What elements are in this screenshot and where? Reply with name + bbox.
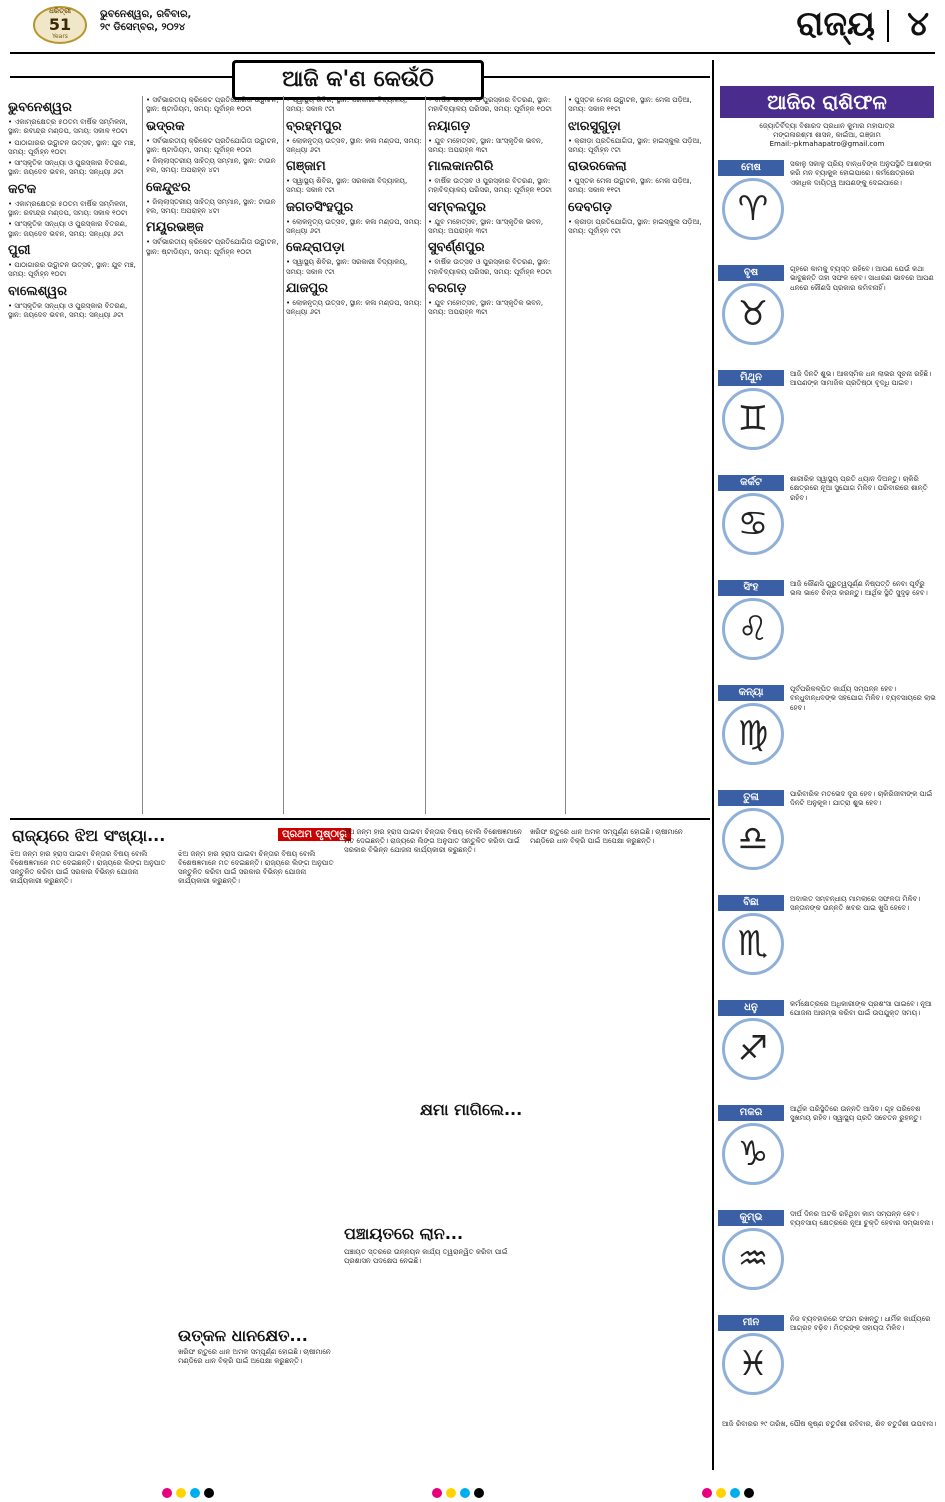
astrologer-address: ମଙ୍ଗଳାରଶ୍ମୀ ଶାସନ, କାଇଁଆ, ଗଞ୍ଜାମ	[773, 131, 881, 139]
event-item: • ଜିଲ୍ଲାସ୍ତରୀୟ ସାହିତ୍ୟ ସମ୍ମାନ, ସ୍ଥାନ: ଟାଉନ ହଲ, ସମୟ: ଅପରାହ୍ନ ୪ଟା	[146, 197, 276, 216]
event-item: • ବାର୍ଷିକ ଉତ୍ସବ ଓ ପୁରସ୍କାର ବିତରଣ, ସ୍ଥାନ: ମହାବିଦ୍ୟାଳୟ ପରିସର, ସମୟ: ପୂର୍ବାହ୍ନ ୧୦ଟା	[428, 96, 552, 114]
mid-article-body: ଖରିଫ ଋତୁରେ ଧାନ ଅମଳ ସମ୍ପୂର୍ଣ୍ଣ ହୋଇଛି। ଚାଷୀମାନେ ମଣ୍ଡିରେ ଧାନ ବିକ୍ରି ପାଇଁ ଅପେକ୍ଷା କରୁଛନ୍ତି।	[178, 1348, 331, 1365]
right-article-title-1: କ୍ଷମା ମାଗିଲେ...	[420, 1100, 523, 1119]
anniversary-number: 51	[48, 15, 72, 34]
zodiac-forecast: ଆର୍ଥିକ ପରିସ୍ଥିତିରେ ଉନ୍ନତି ଆସିବ। ଗୃହ ପରିବେଶ ସୁଖମୟ ରହିବ। ସ୍ୱାସ୍ଥ୍ୟ ପ୍ରତି ସଚେତନ ରୁହନ୍ତୁ।	[790, 1105, 922, 1123]
zodiac-symbol-icon: ♍	[722, 703, 784, 765]
registration-dots	[700, 1483, 756, 1502]
event-item: • ଜିଲ୍ଲାସ୍ତରୀୟ ସାହିତ୍ୟ ସମ୍ମାନ, ସ୍ଥାନ: ଟାଉନ ହଲ, ସମୟ: ଅପରାହ୍ନ ୪ଟା	[146, 157, 276, 175]
event-item: • ପାଠାଗାରର ଉଦ୍ଘାଟନ ଉତ୍ସବ, ସ୍ଥାନ: ଯୁବ ମଞ୍ଚ, ସମୟ: ପୂର୍ବାହ୍ନ ୧୦ଟା	[8, 138, 136, 156]
event-item: • ସ୍ୱାସ୍ଥ୍ୟ ଶିବିର, ସ୍ଥାନ: ସରକାରୀ ବିଦ୍ୟାଳୟ, ସମୟ: ସକାଳ ୯ଟା	[286, 177, 408, 195]
dateline-date: ୨୯ ଡିସେମ୍ବର, ୨୦୨୪	[100, 22, 186, 33]
zodiac-symbol-icon: ♈	[722, 178, 784, 240]
continued-tag: ପ୍ରଥମ ପୃଷ୍ଠାରୁ	[278, 828, 351, 841]
event-item: • ସାଂସ୍କୃତିକ ସନ୍ଧ୍ୟା ଓ ପୁରସ୍କାର ବିତରଣ, ସ୍ଥାନ: ଜୟଦେବ ଭବନ, ସମୟ: ସନ୍ଧ୍ୟା ୬ଟା	[8, 301, 128, 319]
event-item: • ଲୋକନୃତ୍ୟ ଉତ୍ସବ, ସ୍ଥାନ: କଳା ମଣ୍ଡପ, ସମୟ: ସନ୍ଧ୍ୟା ୬ଟା	[286, 136, 422, 154]
zodiac-sign-name: ତୁଳା	[718, 790, 784, 806]
rashifal-divider	[712, 60, 714, 1470]
events-column-4	[428, 96, 562, 814]
right-column-body: ଖରିଫ ଋତୁରେ ଧାନ ଅମଳ ସମ୍ପୂର୍ଣ୍ଣ ହୋଇଛି। ଚାଷୀମାନେ ମଣ୍ଡିରେ ଧାନ ବିକ୍ରି ପାଇଁ ଅପେକ୍ଷା କରୁଛନ୍ତି।	[530, 828, 683, 845]
zodiac-sign-name: ମିଥୁନ	[718, 370, 784, 386]
right-article-body: ପଞ୍ଚାୟତ ସ୍ତରରେ ଉନ୍ନୟନ କାର୍ଯ୍ୟ ତ୍ୱରାନ୍ୱିତ କରିବା ପାଇଁ ପ୍ରଶାସନ ପଦକ୍ଷେପ ନେଇଛି।	[344, 1248, 508, 1265]
section-heading: ଭଦ୍ରକ	[146, 118, 185, 134]
event-item: • ଯୁବ ମହୋତ୍ସବ, ସ୍ଥାନ: ସାଂସ୍କୃତିକ ଭବନ, ସମୟ: ଅପରାହ୍ନ ୩ଟା	[428, 136, 544, 154]
mid-article-title: ଉତ୍କଳ ଧାନକ୍ଷେତ...	[178, 1326, 308, 1345]
zodiac-forecast: ଶାରୀରିକ ସ୍ୱାସ୍ଥ୍ୟ ପ୍ରତି ଧ୍ୟାନ ଦିଅନ୍ତୁ। ଚାକିରି କ୍ଷେତ୍ରରେ ନୂଆ ସୁଯୋଗ ମିଳିବ। ପରିବାରରେ ଶାନ୍ତି ରହିବ।	[790, 475, 928, 502]
articles-rule	[10, 818, 710, 820]
zodiac-symbol-icon: ♒	[722, 1228, 784, 1290]
events-title: ଆଜି କ'ଣ କେଉଁଠି	[232, 60, 484, 100]
zodiac-symbol-icon: ♏	[722, 913, 784, 975]
zodiac-forecast: ଆଜି ଦିନଟି ଶୁଭ। ଆକସ୍ମିକ ଧନ ଲାଭର ସୂଚନା ରହିଛି। ଆପଣଙ୍କ ସାମାଜିକ ପ୍ରତିଷ୍ଠା ବୃଦ୍ଧି ପାଇବ।	[790, 370, 932, 388]
rashifal-byline	[720, 122, 934, 149]
anniversary-logo	[30, 5, 90, 45]
event-item: • ସାଂସ୍କୃତିକ ସନ୍ଧ୍ୟା ଓ ପୁରସ୍କାର ବିତରଣ, ସ୍ଥାନ: ଜୟଦେବ ଭବନ, ସମୟ: ସନ୍ଧ୍ୟା ୬ଟା	[8, 220, 128, 238]
section-heading: ମାଲକାନଗିରି	[428, 159, 494, 175]
event-item: • ସର୍ବଭାରତୀୟ କ୍ରିକେଟ ପ୍ରତିଯୋଗିତା ଉଦ୍ଘାଟନ, ସ୍ଥାନ: ଷ୍ଟାଡିୟମ, ସମୟ: ପୂର୍ବାହ୍ନ ୧୦ଟା	[146, 136, 279, 154]
event-item: • ଲୋକନୃତ୍ୟ ଉତ୍ସବ, ସ୍ଥାନ: କଳା ମଣ୍ଡପ, ସମୟ: ସନ୍ଧ୍ୟା ୬ଟା	[286, 217, 422, 236]
event-item: • ପାଠାଗାରର ଉଦ୍ଘାଟନ ଉତ୍ସବ, ସ୍ଥାନ: ଯୁବ ମଞ୍ଚ, ସମୟ: ପୂର୍ବାହ୍ନ ୧୦ଟା	[8, 260, 136, 279]
section-heading: କେନ୍ଦୁଝର	[146, 179, 191, 195]
column-divider	[425, 96, 426, 814]
zodiac-sign-name: କନ୍ୟା	[718, 685, 784, 701]
left-article-title: ରାଜ୍ୟରେ ଝିଅ ସଂଖ୍ୟା...	[12, 826, 166, 845]
zodiac-sign-name: ମୀନ	[718, 1315, 784, 1331]
zodiac-forecast: ସକାଳୁ ସକାଳୁ ପ୍ରିୟ ବାନ୍ଧବିଙ୍କ ଅନୁପସ୍ଥିତି ଆଶଙ୍କା କରି ମନ ବ୍ୟାକୁଳ ହୋଇପାରେ। କର୍ମକ୍ଷେତ୍ରରେ ଏକାଧିକ ଦାୟିତ୍ୱ ଆପଣଙ୍କୁ ଦେଇପାରେ।	[790, 160, 932, 187]
dateline	[100, 8, 191, 34]
event-item: • ସର୍ବଭାରତୀୟ କ୍ରିକେଟ ପ୍ରତିଯୋଗିତା ଉଦ୍ଘାଟନ, ସ୍ଥାନ: ଷ୍ଟାଡିୟମ, ସମୟ: ପୂର୍ବାହ୍ନ ୧୦ଟା	[146, 96, 279, 114]
zodiac-sign-name: ସିଂହ	[718, 580, 784, 596]
zodiac-sign-name: କୁମ୍ଭ	[718, 1210, 784, 1226]
section-heading: ରାଉରକେଲା	[568, 159, 627, 175]
anniversary-bottom-text: Years	[52, 33, 68, 40]
section-heading: ପୁରୀ	[8, 242, 31, 258]
zodiac-symbol-icon: ♓	[722, 1333, 784, 1395]
zodiac-symbol-icon: ♌	[722, 598, 784, 660]
zodiac-symbol-icon: ♋	[722, 493, 784, 555]
events-column-2	[146, 96, 280, 814]
event-item: • ପୁସ୍ତକ ମେଳା ଉଦ୍ଘାଟନ, ସ୍ଥାନ: ମେଳା ପଡ଼ିଆ, ସମୟ: ସକାଳ ୧୧ଟା	[568, 177, 692, 195]
zodiac-symbol-icon: ♎	[722, 808, 784, 870]
left-article-body-2: ଝିଅ ଜନ୍ମ ହାର ହ୍ରାସ ପାଇବା ଚିନ୍ତାର ବିଷୟ ବୋଲି ବିଶେଷଜ୍ଞମାନେ ମତ ଦେଇଛନ୍ତି। ରାଜ୍ୟରେ ଲିଙ୍ଗ ଅନୁପାତ ସନ୍ତୁଳିତ କରିବା ପାଇଁ ସରକାର ବିଭିନ୍ନ ଯୋଜନା କାର୍ଯ୍ୟକାରୀ କରୁଛନ୍ତି।	[178, 850, 334, 885]
zodiac-sign-name: ବିଛା	[718, 895, 784, 911]
zodiac-symbol-icon: ♉	[722, 283, 784, 345]
zodiac-sign-name: ଧନୁ	[718, 1000, 784, 1016]
zodiac-forecast: ପୂର୍ବପରିକଳ୍ପିତ କାର୍ଯ୍ୟ ସମ୍ପନ୍ନ ହେବ। ବନ୍ଧୁବାନ୍ଧବଙ୍କ ସହଯୋଗ ମିଳିବ। ବ୍ୟବସାୟରେ ଲାଭ ହେବ।	[790, 685, 936, 712]
title-divider	[887, 10, 889, 42]
events-column-3	[286, 96, 422, 814]
section-heading: କେନ୍ଦ୍ରାପଡ଼ା	[286, 240, 345, 256]
column-divider	[283, 96, 284, 814]
zodiac-forecast: ଦୀର୍ଘ ଦିନର ଅଟକି ରହିଥିବା କାମ ସମ୍ପନ୍ନ ହେବ। ବ୍ୟବସାୟ କ୍ଷେତ୍ରରେ ନୂଆ ଚୁକ୍ତି ହେବାର ସମ୍ଭାବନା।	[790, 1210, 934, 1228]
section-heading: ବ୍ରହ୍ମପୁର	[286, 118, 342, 134]
event-item: • ଏକାମ୍ରକ୍ଷେତ୍ର ୫୦ତମ ବାର୍ଷିକ ସମ୍ମିଳନୀ, ସ୍ଥାନ: ରବୀନ୍ଦ୍ର ମଣ୍ଡପ, ସମୟ: ସକାଳ ୧୦ଟା	[8, 199, 128, 218]
column-divider	[565, 96, 566, 814]
zodiac-symbol-icon: ♊	[722, 388, 784, 450]
print-registration-strip	[0, 1480, 945, 1498]
zodiac-forecast: ନିଜ ବ୍ୟବହାରରେ ସଂଯମ ରଖନ୍ତୁ। ଧାର୍ମିକ କାର୍ଯ୍ୟରେ ଆଗ୍ରହ ବଢ଼ିବ। ମିତ୍ରଙ୍କ ସହାୟତା ମିଳିବ।	[790, 1315, 931, 1333]
zodiac-forecast: କର୍ମକ୍ଷେତ୍ରରେ ଅଧିକାରୀଙ୍କ ପ୍ରଶଂସା ପାଇବେ। ନୂଆ ଯୋଜନା ଆରମ୍ଭ କରିବା ପାଇଁ ଉପଯୁକ୍ତ ସମୟ।	[790, 1000, 932, 1018]
event-item: • ଲୋକନୃତ୍ୟ ଉତ୍ସବ, ସ୍ଥାନ: କଳା ମଣ୍ଡପ, ସମୟ: ସନ୍ଧ୍ୟା ୬ଟା	[286, 298, 422, 317]
event-item: • କ୍ରୀଡ଼ା ପ୍ରତିଯୋଗିତା, ସ୍ଥାନ: ହାଇସ୍କୁଲ ପଡ଼ିଆ, ସମୟ: ପୂର୍ବାହ୍ନ ୯ଟା	[568, 217, 702, 236]
masthead-rule	[10, 52, 935, 54]
section-heading: ଯାଜପୁର	[286, 280, 329, 296]
events-column-5	[568, 96, 708, 814]
astrologer-name: ଜ୍ୟୋତିର୍ବିଦ୍ୟା ବିଶାରଦ ପ୍ରଧାନ କୁମାର ମହାପାତ୍ର	[759, 122, 895, 130]
right-article-title-2: ପଞ୍ଚାୟତରେ ଲାନ...	[344, 1224, 464, 1243]
zodiac-sign-name: ମେଷ	[718, 160, 784, 176]
panchang: ଆଜି ରିବାରର ୨୯ ତାରିଖ, ପୌଷ କୃଷ୍ଣ ଚତୁର୍ଦ୍ଦଶୀ ରବିବାର, ଶିବ ଚତୁର୍ଦ୍ଦଶୀ ଉପବାସ।	[722, 1420, 936, 1428]
section-heading: ନୟାଗଡ଼	[428, 118, 471, 134]
zodiac-forecast: ଅଦାଲତ ସମ୍ବନ୍ଧୀୟ ମାମଲାରେ ସଫଳତା ମିଳିବ। ସନ୍ତାନଙ୍କ ଉନ୍ନତି ଖବର ପାଇ ଖୁସି ହେବେ।	[790, 895, 921, 913]
event-item: • ସାଂସ୍କୃତିକ ସନ୍ଧ୍ୟା ଓ ପୁରସ୍କାର ବିତରଣ, ସ୍ଥାନ: ଜୟଦେବ ଭବନ, ସମୟ: ସନ୍ଧ୍ୟା ୬ଟା	[8, 159, 128, 177]
center-article-body: ଝିଅ ଜନ୍ମ ହାର ହ୍ରାସ ପାଇବା ଚିନ୍ତାର ବିଷୟ ବୋଲି ବିଶେଷଜ୍ଞମାନେ ମତ ଦେଇଛନ୍ତି। ରାଜ୍ୟରେ ଲିଙ୍ଗ ଅନୁପାତ ସନ୍ତୁଳିତ କରିବା ପାଇଁ ସରକାର ବିଭିନ୍ନ ଯୋଜନା କାର୍ଯ୍ୟକାରୀ କରୁଛନ୍ତି।	[344, 828, 522, 854]
event-item: • ସ୍ୱାସ୍ଥ୍ୟ ଶିବିର, ସ୍ଥାନ: ସରକାରୀ ବିଦ୍ୟାଳୟ, ସମୟ: ସକାଳ ୯ଟା	[286, 96, 408, 114]
event-item: • ଏକାମ୍ରକ୍ଷେତ୍ର ୫୦ତମ ବାର୍ଷିକ ସମ୍ମିଳନୀ, ସ୍ଥାନ: ରବୀନ୍ଦ୍ର ମଣ୍ଡପ, ସମୟ: ସକାଳ ୧୦ଟା	[8, 118, 128, 136]
event-item: • ଯୁବ ମହୋତ୍ସବ, ସ୍ଥାନ: ସାଂସ୍କୃତିକ ଭବନ, ସମୟ: ଅପରାହ୍ନ ୩ଟା	[428, 217, 544, 236]
zodiac-sign-name: ମକର	[718, 1105, 784, 1121]
section-heading: ଗଞ୍ଜାମ	[286, 159, 326, 175]
event-item: • ପୁସ୍ତକ ମେଳା ଉଦ୍ଘାଟନ, ସ୍ଥାନ: ମେଳା ପଡ଼ିଆ, ସମୟ: ସକାଳ ୧୧ଟା	[568, 96, 692, 114]
zodiac-sign-name: କର୍କଟ	[718, 475, 784, 491]
section-heading: ବରଗଡ଼	[428, 280, 467, 296]
section-heading: ବାଲେଶ୍ୱର	[8, 283, 67, 299]
section-heading: କଟକ	[8, 181, 37, 197]
left-article-body: ଝିଅ ଜନ୍ମ ହାର ହ୍ରାସ ପାଇବା ଚିନ୍ତାର ବିଷୟ ବୋଲି ବିଶେଷଜ୍ଞମାନେ ମତ ଦେଇଛନ୍ତି। ରାଜ୍ୟରେ ଲିଙ୍ଗ ଅନୁପାତ ସନ୍ତୁଳିତ କରିବା ପାଇଁ ସରକାର ବିଭିନ୍ନ ଯୋଜନା କାର୍ଯ୍ୟକାରୀ କରୁଛନ୍ତି।	[10, 850, 166, 885]
event-item: • ସର୍ବଭାରତୀୟ କ୍ରିକେଟ ପ୍ରତିଯୋଗିତା ଉଦ୍ଘାଟନ, ସ୍ଥାନ: ଷ୍ଟାଡିୟମ, ସମୟ: ପୂର୍ବାହ୍ନ ୧୦ଟା	[146, 238, 279, 256]
rashifal-title: ଆଜିର ରାଶିଫଳ	[720, 86, 934, 118]
page-number: ୪	[907, 4, 929, 44]
zodiac-sign-name: ବୃଷ	[718, 265, 784, 281]
registration-dots	[430, 1483, 486, 1502]
registration-dots	[160, 1483, 216, 1502]
event-item: • ଯୁବ ମହୋତ୍ସବ, ସ୍ଥାନ: ସାଂସ୍କୃତିକ ଭବନ, ସମୟ: ଅପରାହ୍ନ ୩ଟା	[428, 298, 544, 317]
zodiac-symbol-icon: ♐	[722, 1018, 784, 1080]
anniversary-top-text: ଧରିତ୍ରୀ	[49, 7, 71, 15]
event-item: • ବାର୍ଷିକ ଉତ୍ସବ ଓ ପୁରସ୍କାର ବିତରଣ, ସ୍ଥାନ: ମହାବିଦ୍ୟାଳୟ ପରିସର, ସମୟ: ପୂର୍ବାହ୍ନ ୧୦ଟା	[428, 258, 552, 276]
events-column-1	[8, 96, 140, 814]
column-divider	[142, 96, 143, 814]
page-title: ରାଜ୍ୟ	[796, 4, 875, 44]
section-heading: ଜଗତସିଂହପୁର	[286, 199, 354, 215]
section-heading: ସମ୍ବଲପୁର	[428, 199, 486, 215]
dateline-day: ଭୁବନେଶ୍ୱର, ରବିବାର,	[100, 9, 192, 20]
zodiac-forecast: ଆଜି କୌଣସି ଗୁରୁତ୍ୱପୂର୍ଣ୍ଣ ନିଷ୍ପତ୍ତି ନେବା ପୂର୍ବରୁ ଭଲ ଭାବେ ଚିନ୍ତା କରନ୍ତୁ। ଆର୍ଥିକ ସ୍ଥିତି ସୁଦୃଢ଼ ହେବ।	[790, 580, 928, 598]
event-item: • କ୍ରୀଡ଼ା ପ୍ରତିଯୋଗିତା, ସ୍ଥାନ: ହାଇସ୍କୁଲ ପଡ଼ିଆ, ସମୟ: ପୂର୍ବାହ୍ନ ୯ଟା	[568, 136, 702, 154]
section-heading: ଭୁବନେଶ୍ୱର	[8, 100, 72, 115]
zodiac-forecast: ପାରିବାରିକ ମତଭେଦ ଦୂର ହେବ। ଚାକିରିଜୀବୀଙ୍କ ପାଇଁ ଦିନଟି ଅନୁକୂଳ। ଯାତ୍ରା ଶୁଭ ହେବ।	[790, 790, 933, 808]
event-item: • ସ୍ୱାସ୍ଥ୍ୟ ଶିବିର, ସ୍ଥାନ: ସରକାରୀ ବିଦ୍ୟାଳୟ, ସମୟ: ସକାଳ ୯ଟା	[286, 258, 408, 276]
event-item: • ବାର୍ଷିକ ଉତ୍ସବ ଓ ପୁରସ୍କାର ବିତରଣ, ସ୍ଥାନ: ମହାବିଦ୍ୟାଳୟ ପରିସର, ସମୟ: ପୂର୍ବାହ୍ନ ୧୦ଟା	[428, 177, 552, 195]
section-heading: ଦେବଗଡ଼	[568, 199, 612, 215]
astrologer-email: Email:-pkmahapatro@gmail.com	[769, 140, 885, 148]
section-heading: ଝାରସୁଗୁଡ଼ା	[568, 118, 621, 134]
section-heading: ମୟୂରଭଞ୍ଜ	[146, 220, 204, 236]
zodiac-forecast: ଗୃହରେ କାମକୁ ବ୍ୟସ୍ତ ରହିବେ। ଆପଣ ଯେଉଁ କଥା ଭାବୁଛନ୍ତି ତାହା ସଫଳ ହେବ। ସାଧାରଣ ଭାବରେ ଆପଣ ଧନରେ କୌଣସି ପ୍ରକାର କମିବନାହିଁ।	[790, 265, 934, 292]
zodiac-symbol-icon: ♑	[722, 1123, 784, 1185]
section-heading: ସୁବର୍ଣ୍ଣପୁର	[428, 240, 485, 256]
